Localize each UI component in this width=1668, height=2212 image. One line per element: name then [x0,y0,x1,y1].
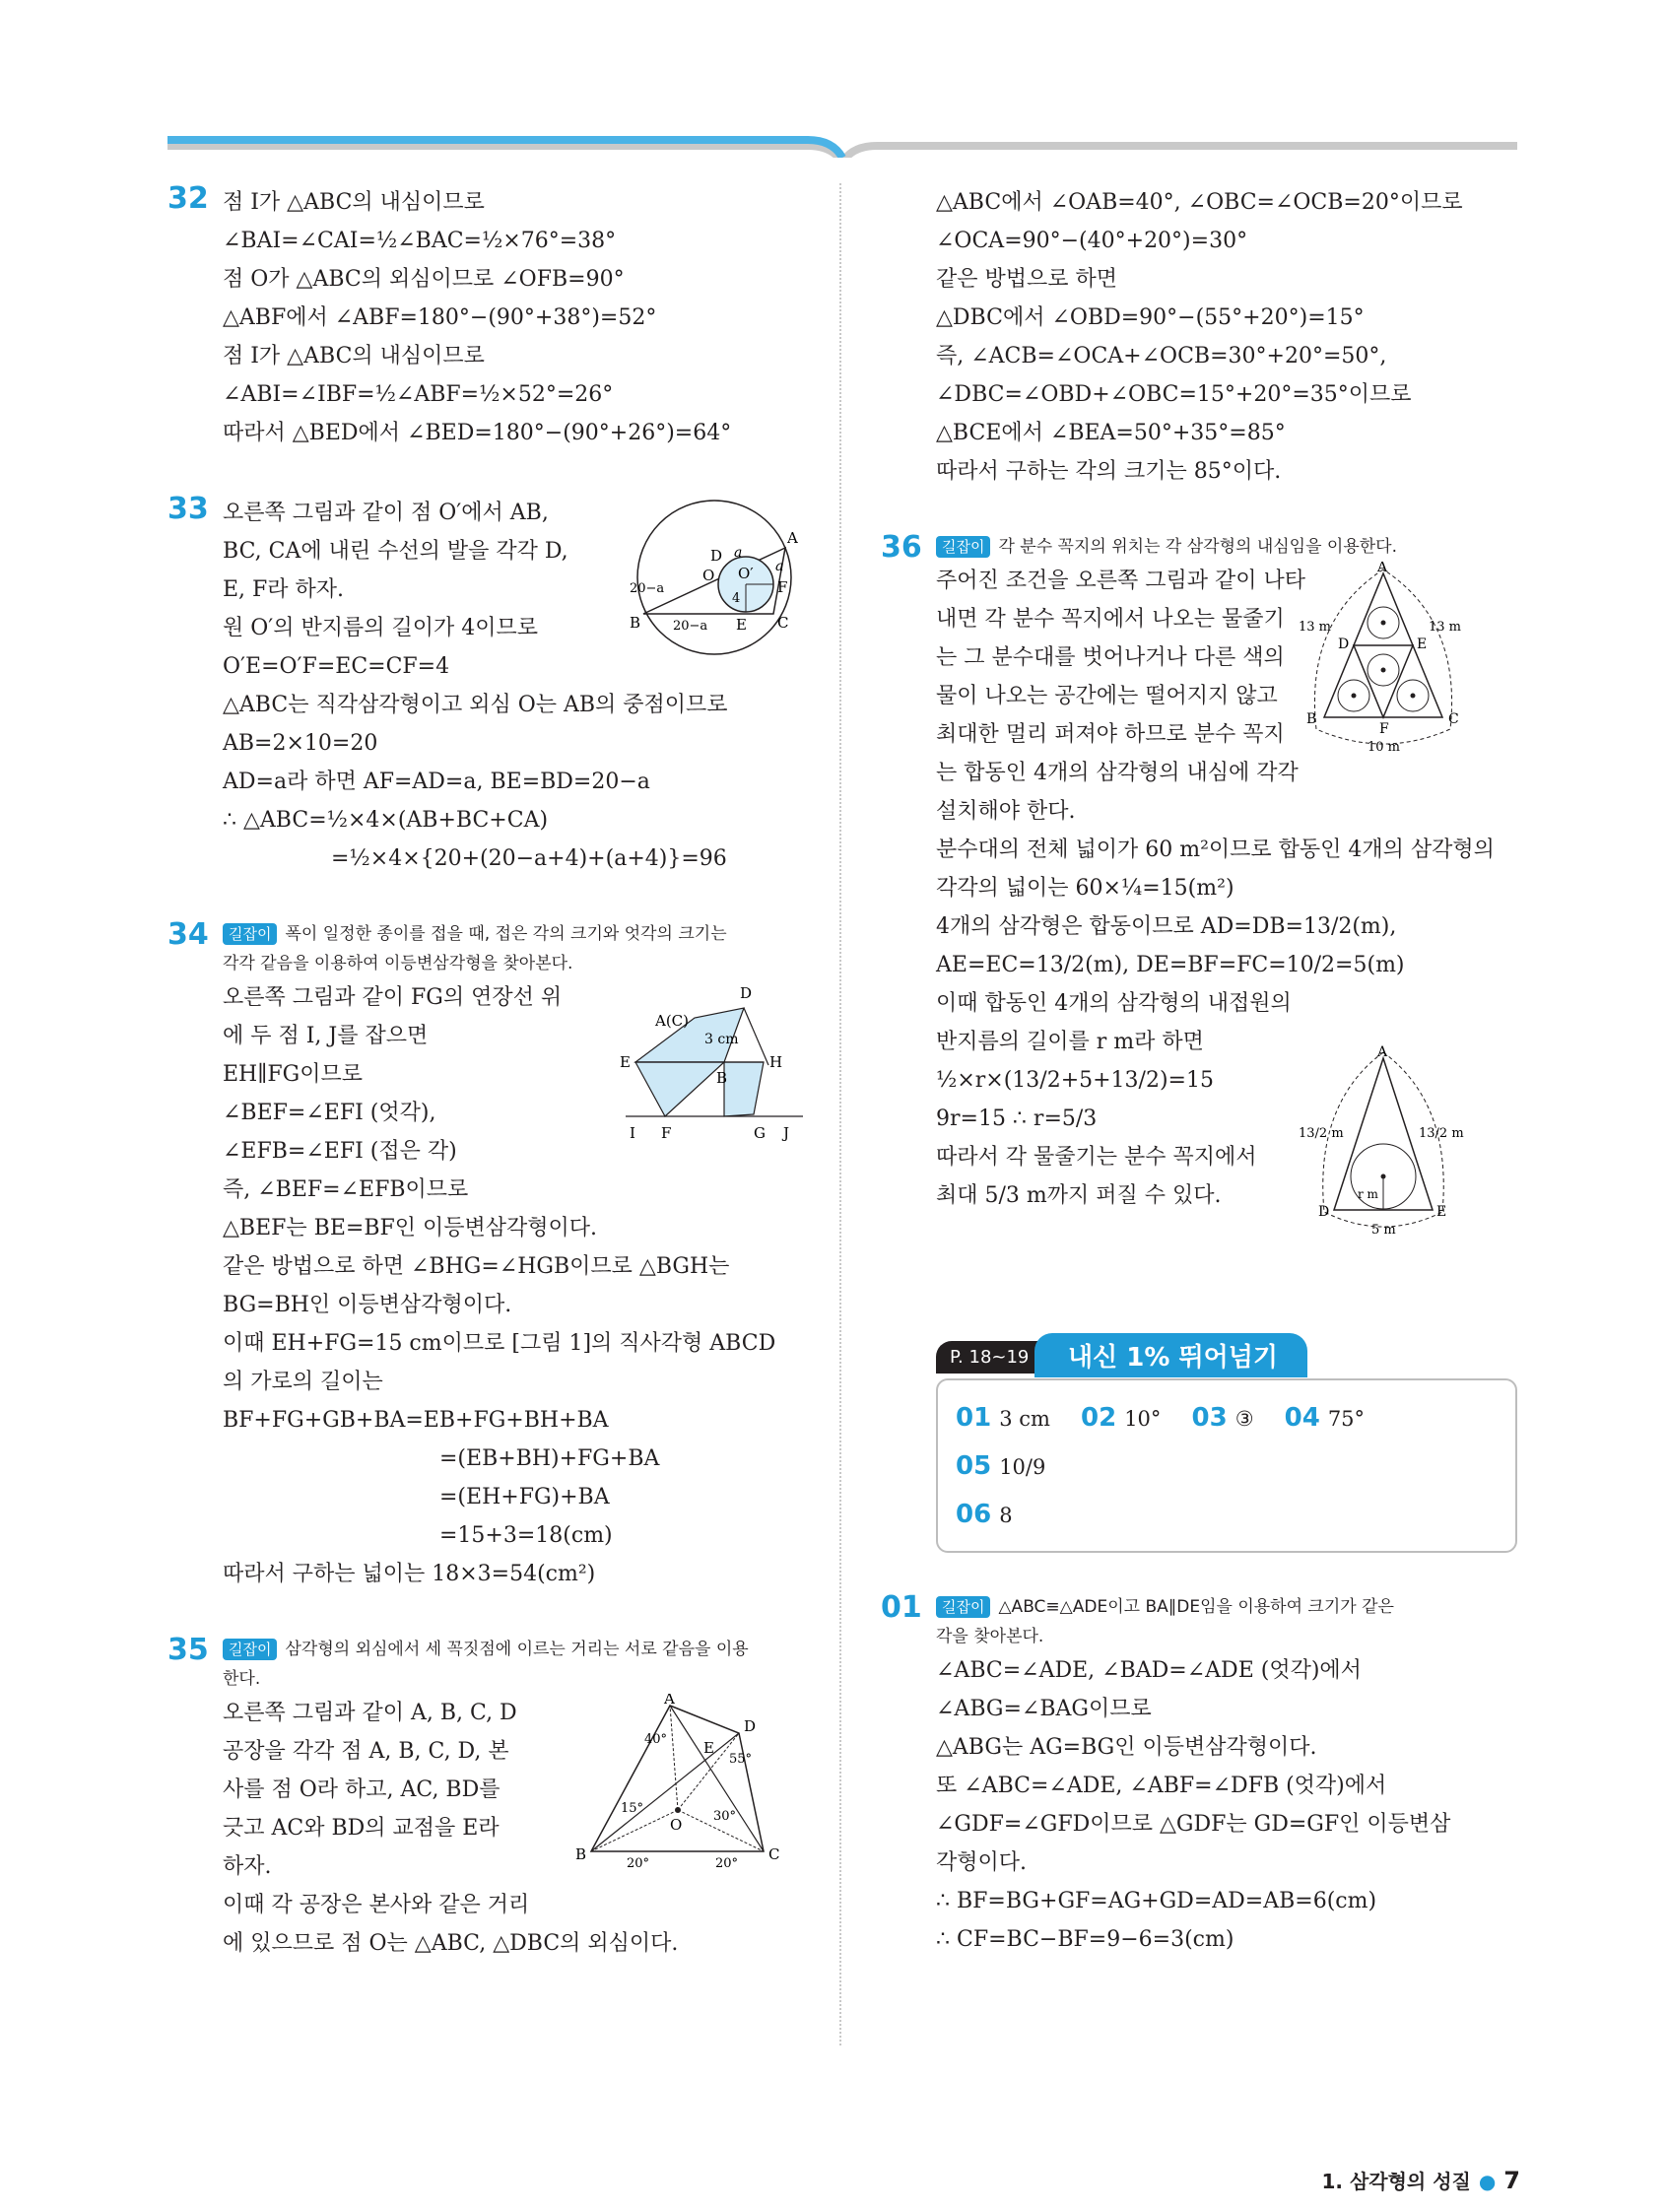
problem-35-continued [936,183,1517,491]
answer-item: 02 10° [1081,1403,1162,1433]
label-E: E [1417,637,1428,652]
solution-line: ∠ABI=∠IBF=½∠ABF=½×52°=26° [223,382,614,407]
angle-label: 30° [713,1809,737,1824]
label-length: 20−a [673,619,708,634]
label-E: E [1436,1204,1447,1220]
solution-line: △ABF에서 ∠ABF=180°−(90°+38°)=52° [223,305,657,330]
label-B: B [716,1069,728,1087]
solution-line: 9r=15 ∴ r=5/3 [936,1106,1098,1131]
label-C: C [768,1845,780,1863]
solution-line: ∠ABG=∠BAG이므로 [936,1697,1152,1721]
figure-36-triangle [1295,1044,1472,1241]
label-A: A [1377,1044,1388,1060]
solution-line: 주어진 조건을 오른쪽 그림과 같이 나타 [936,569,1305,593]
solution-line: ∠OCA=90°−(40°+20°)=30° [936,229,1248,253]
page-number: 7 [1503,2167,1520,2194]
hint-text: 각각 같음을 이용하여 이등변삼각형을 찾아본다. [223,954,573,973]
solution-line: 는 그 분수대를 벗어나거나 다른 색의 [936,645,1285,670]
solution-line: ∴ △ABC=½×4×(AB+BC+CA) [223,808,549,833]
hint-tag: 길잡이 [936,1596,990,1618]
label-O: O [670,1816,683,1834]
problem-number: 32 [167,181,209,216]
solution-line: AD=a라 하면 AF=AD=a, BE=BD=20−a [223,770,650,794]
problem-number: 35 [167,1633,209,1667]
answer-item: 05 10/9 [956,1451,1046,1481]
hint-text: 각 분수 꼭지의 위치는 각 삼각형의 내심임을 이용한다. [998,537,1397,557]
label-D: D [740,984,753,1002]
label-C: C [777,614,789,632]
problem-34 [167,919,808,1593]
problem-01 [881,1592,1517,1959]
hint-text: 삼각형의 외심에서 세 꼭짓점에 이르는 거리는 서로 같음을 이용 [285,1640,749,1659]
solution-line: 하자. [223,1854,272,1879]
solution-line: 사를 점 O라 하고, AC, BD를 [223,1777,500,1802]
hint-text: △ABC≡△ADE이고 BA∥DE임을 이용하여 크기가 같은 [998,1597,1394,1617]
answer-item: 01 3 cm [956,1403,1050,1433]
solution-line: =½×4×{20+(20−a+4)+(a+4)}=96 [331,846,727,871]
page-range: P. 18~19 [936,1341,1042,1374]
solution-line: 따라서 각 물줄기는 분수 꼭지에서 [936,1145,1257,1170]
solution-line: 같은 방법으로 하면 ∠BHG=∠HGB이므로 △BGH는 [223,1254,730,1279]
solution-line: 오른쪽 그림과 같이 A, B, C, D [223,1701,517,1725]
top-banner [0,0,1668,158]
solution-line: △ABC에서 ∠OAB=40°, ∠OBC=∠OCB=20°이므로 [936,190,1463,215]
hint-text: 한다. [223,1669,261,1689]
figure-36-fountain [1295,562,1472,759]
section-title: 내신 1% 뛰어넘기 [1034,1333,1307,1377]
solution-line: ∠BEF=∠EFI (엇각), [223,1101,436,1125]
label-O-prime: O′ [738,565,754,582]
solution-line: 오른쪽 그림과 같이 FG의 연장선 위 [223,985,563,1010]
answer-box [936,1333,1517,1553]
solution-line: 에 있으므로 점 O는 △ABC, △DBC의 외심이다. [223,1931,679,1956]
solution-line: ∠DBC=∠OBD+∠OBC=15°+20°=35°이므로 [936,382,1412,407]
solution-line: 내면 각 분수 꼭지에서 나오는 물줄기 [936,607,1285,632]
solution-line: 즉, ∠BEF=∠EFB이므로 [223,1177,469,1202]
answer-item: 06 8 [956,1500,1013,1529]
solution-line: 따라서 △BED에서 ∠BED=180°−(90°+26°)=64° [223,421,732,445]
solution-line: 에 두 점 I, J를 잡으면 [223,1024,429,1048]
label-B: B [575,1845,587,1863]
solution-line: △DBC에서 ∠OBD=90°−(55°+20°)=15° [936,305,1365,330]
figure-35 [571,1694,798,1881]
angle-label: 20° [715,1856,739,1871]
right-column [881,183,1517,2000]
angle-label: 15° [621,1801,644,1816]
length-label: 5 m [1371,1223,1396,1238]
chapter-title: 1. 삼각형의 성질 [1321,2170,1471,2193]
solution-line: ∴ BF=BG+GF=AG+GD=AD=AB=6(cm) [936,1889,1377,1913]
solution-line: =(EH+FG)+BA [439,1485,610,1509]
solution-line: 같은 방법으로 하면 [936,267,1118,292]
problem-number: 01 [881,1590,922,1625]
solution-line: 는 합동인 4개의 삼각형의 내심에 각각 [936,761,1299,785]
label-A: A [1377,562,1388,575]
label-C: C [1448,711,1459,727]
answer-item: 03 ③ [1191,1403,1254,1433]
solution-line: 최대 5/3 m까지 퍼질 수 있다. [936,1183,1222,1208]
solution-line: 점 I가 △ABC의 내심이므로 [223,344,485,369]
problem-33 [167,494,808,878]
solution-line: BF+FG+GB+BA=EB+FG+BH+BA [223,1408,609,1433]
solution-line: =15+3=18(cm) [439,1523,613,1548]
solution-line: 이때 각 공장은 본사와 같은 거리 [223,1893,530,1917]
solution-line: EH∥FG이므로 [223,1062,364,1087]
solution-line: O′E=O′F=EC=CF=4 [223,654,450,679]
solution-line: 의 가로의 길이는 [223,1370,383,1394]
solution-line: 따라서 구하는 각의 크기는 85°이다. [936,459,1282,484]
label-O: O [702,567,715,584]
label-H: H [769,1053,783,1071]
solution-line: AE=EC=13/2(m), DE=BF=FC=10/2=5(m) [936,953,1405,977]
solution-line: 오른쪽 그림과 같이 점 O′에서 AB, [223,501,549,525]
label-D: D [744,1717,757,1735]
bullet-icon: ● [1478,2170,1497,2193]
solution-line: △ABG는 AG=BG인 이등변삼각형이다. [936,1735,1317,1760]
solution-line: △ABC는 직각삼각형이고 외심 O는 AB의 중점이므로 [223,693,728,717]
length-label: 13/2 m [1299,1126,1344,1141]
solution-line: 즉, ∠ACB=∠OCA+∠OCB=30°+20°=50°, [936,344,1387,369]
label-length: 3 cm [704,1032,739,1047]
label-length: 20−a [630,581,665,596]
label-a: a [775,559,784,574]
solution-line: 이때 EH+FG=15 cm이므로 [그림 1]의 직사각형 ABCD [223,1331,776,1356]
solution-line: 4개의 삼각형은 합동이므로 AD=DB=13/2(m), [936,914,1397,939]
solution-line: 각형이다. [936,1850,1028,1875]
label-F: F [661,1124,672,1142]
radius-label: r m [1358,1187,1378,1201]
angle-label: 40° [644,1732,668,1747]
solution-line: BC, CA에 내린 수선의 발을 각각 D, [223,539,568,564]
solution-line: =(EB+BH)+FG+BA [439,1446,660,1471]
hint-tag: 길잡이 [223,923,277,945]
solution-line: 점 I가 △ABC의 내심이므로 [223,190,485,215]
label-E: E [703,1739,714,1757]
solution-line: 원 O′의 반지름의 길이가 4이므로 [223,616,539,640]
solution-line: △BCE에서 ∠BEA=50°+35°=85° [936,421,1286,445]
solution-line: 물이 나오는 공간에는 떨어지지 않고 [936,684,1278,708]
solution-line: 반지름의 길이를 r m라 하면 [936,1030,1204,1054]
hint-tag: 길잡이 [936,536,990,558]
solution-line: 따라서 구하는 넓이는 18×3=54(cm²) [223,1562,596,1586]
solution-line: 각각의 넓이는 60×¼=15(m²) [936,876,1234,901]
length-label: 13 m [1429,620,1462,635]
label-E: E [736,616,747,634]
angle-label: 55° [729,1752,753,1767]
label-A: A [664,1694,675,1708]
label-I: I [630,1124,635,1142]
solution-line: ∴ CF=BC−BF=9−6=3(cm) [936,1927,1234,1952]
answer-item: 04 75° [1284,1403,1366,1433]
solution-line: 점 O가 △ABC의 외심이므로 ∠OFB=90° [223,267,625,292]
label-B: B [1306,711,1317,727]
problem-number: 34 [167,917,209,952]
label-F: F [1379,721,1389,737]
problem-32 [167,183,808,452]
figure-33 [616,494,813,661]
label-G: G [754,1124,766,1142]
label-D: D [1318,1204,1330,1220]
solution-line: ∠EFB=∠EFI (접은 각) [223,1139,457,1164]
hint-tag: 길잡이 [223,1639,277,1660]
column-divider [839,183,841,2045]
hint-text: 폭이 일정한 종이를 접을 때, 접은 각의 크기와 엇각의 크기는 [285,924,727,944]
label-A: A [787,529,798,547]
figure-34 [616,978,813,1146]
solution-line: E, F라 하자. [223,577,345,602]
solution-line: ∠GDF=∠GFD이므로 △GDF는 GD=GF인 이등변삼 [936,1812,1451,1837]
solution-line: ½×r×(13/2+5+13/2)=15 [936,1068,1214,1093]
label-radius: 4 [732,591,741,606]
solution-line: 또 ∠ABC=∠ADE, ∠ABF=∠DFB (엇각)에서 [936,1774,1387,1798]
label-D: D [710,547,723,565]
problem-number: 36 [881,530,922,565]
solution-line: 최대한 멀리 퍼져야 하므로 분수 꼭지 [936,722,1285,747]
solution-line: △BEF는 BE=BF인 이등변삼각형이다. [223,1216,598,1240]
solution-line: 긋고 AC와 BD의 교점을 E라 [223,1816,500,1841]
solution-line: 공장을 각각 점 A, B, C, D, 본 [223,1739,509,1764]
label-a: a [734,545,743,561]
solution-line: 분수대의 전체 넓이가 60 m²이므로 합동인 4개의 삼각형의 [936,838,1495,862]
solution-line: 설치해야 한다. [936,799,1076,824]
length-label: 10 m [1368,740,1401,755]
solution-line: 이때 합동인 4개의 삼각형의 내접원의 [936,991,1292,1016]
page-footer [1321,2166,1520,2194]
label-J: J [783,1124,790,1142]
label-B: B [630,614,641,632]
solution-line: AB=2×10=20 [223,731,378,756]
hint-text: 각을 찾아본다. [936,1627,1044,1646]
problem-36 [881,530,1517,1238]
solution-line: BG=BH인 이등변삼각형이다. [223,1293,512,1317]
label-E: E [620,1053,631,1071]
label-AC: A(C) [655,1012,690,1030]
angle-label: 20° [627,1856,650,1871]
problem-35 [167,1635,808,1963]
solution-line: ∠ABC=∠ADE, ∠BAD=∠ADE (엇각)에서 [936,1658,1362,1683]
problem-number: 33 [167,492,209,526]
length-label: 13 m [1299,620,1332,635]
left-column [167,183,808,2004]
solution-line: ∠BAI=∠CAI=½∠BAC=½×76°=38° [223,229,617,253]
label-F: F [777,578,788,596]
length-label: 13/2 m [1419,1126,1464,1141]
label-D: D [1338,637,1350,652]
